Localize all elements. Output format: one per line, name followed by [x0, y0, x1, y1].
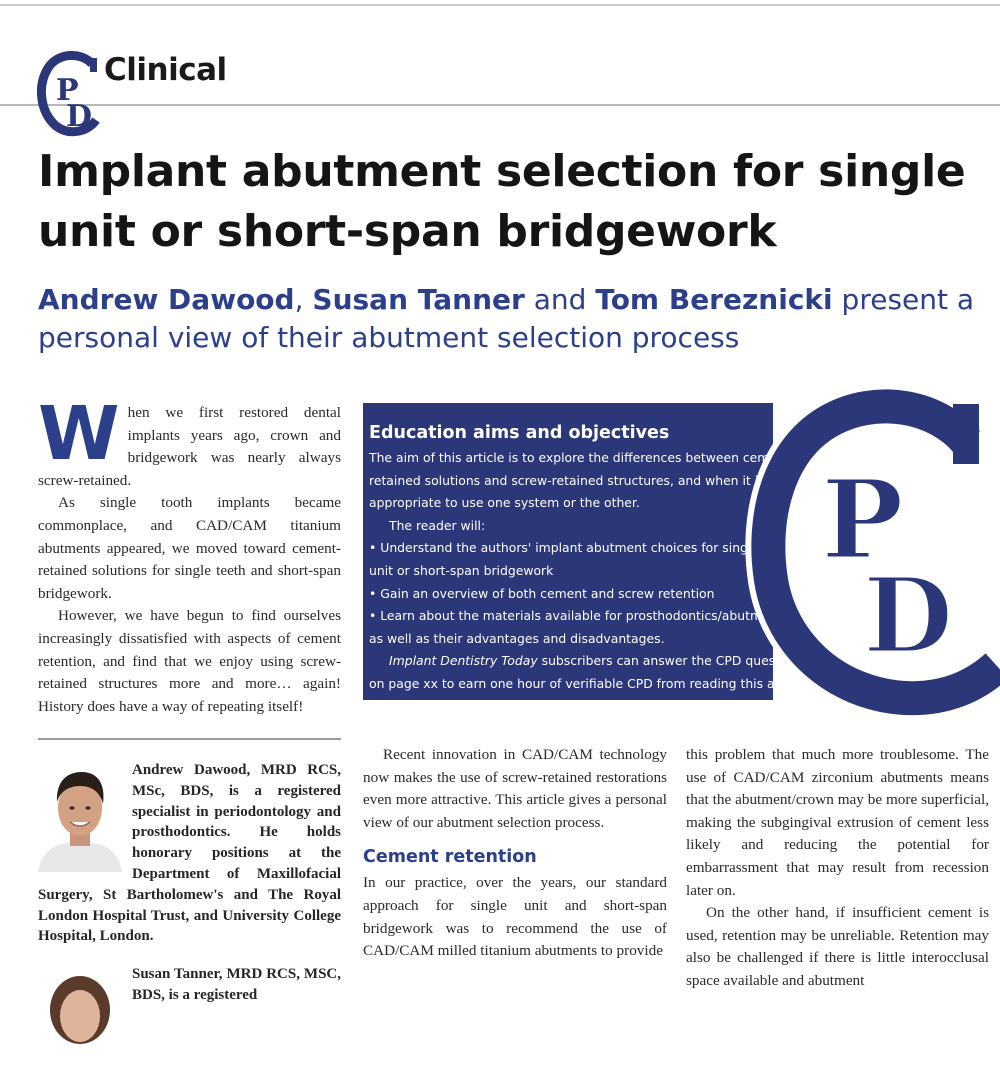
subtitle-text: personal view of their abutment selection process — [38, 321, 740, 354]
section-heading: Cement retention — [363, 847, 537, 868]
svg-text:D: D — [66, 99, 93, 134]
body-paragraph: On the other hand, if insufficient cement is used, retention may be unreliable. Retention may also be challenged if there is little interocclusal space available and abutment — [686, 904, 989, 989]
education-bullet: • Gain an overview of both cement and screw retention — [369, 585, 715, 601]
education-line: retained solutions and screw-retained structures, and when it is most — [369, 472, 800, 488]
body-paragraph: In our practice, over the years, our standard approach for single unit and short-span bridgework was to recommend the use of CAD/CAM milled titanium abutments to provide — [363, 874, 667, 960]
intro-paragraph: However, we have begun to find ourselves increasingly dissatisfied with aspects of cement retention, and find that we enjoy using screw-retained structures more and more… again! History does have a way of repeating itself! — [38, 607, 341, 715]
article-title: Implant abutment selection for single unit or short-span bridgework — [38, 146, 966, 257]
cpd-logo-large-icon — [735, 390, 1000, 710]
bio-text: Susan Tanner, MRD RCS, MSC, BDS, is a registered — [132, 966, 341, 1003]
bio-text: Andrew Dawood, MRD RCS, MSc, BDS, is a registered specialist in periodontology and prosthodontics. He holds honorary positions at the Department of Maxillofacial Surgery, St Bartholomew's and The Royal London Hospital Trust, and University College Hospital, London. — [38, 762, 341, 945]
education-line: appropriate to use one system or the other. — [369, 495, 640, 511]
author-name: Susan Tanner — [312, 283, 525, 316]
education-bullet: • Learn about the materials available for prosthodontics/abutments, — [369, 608, 793, 624]
article-subtitle: Andrew Dawood, Susan Tanner and Tom Bereznicki present a personal view of their abutment selection process — [38, 283, 975, 354]
body-column-3 — [686, 744, 989, 993]
body-paragraph: Recent innovation in CAD/CAM technology now makes the use of screw-retained restorations even more attractive. This article gives a personal view of our abutment selection process. — [363, 746, 667, 831]
body-paragraph: this problem that much more troublesome. The use of CAD/CAM zirconium abutments means that the abutment/crown may be more superficial, making the subgingival extrusion of cement less likely and reducing the potential for embarrassment that may result from recession later on. — [686, 746, 989, 899]
author-bio — [38, 964, 341, 1080]
education-cpd-line — [369, 650, 806, 673]
publication-name: Implant Dentistry Today — [389, 653, 538, 669]
intro-paragraph: hen we first restored dental implants years ago, crown and bridgework was nearly always screw-retained. — [38, 404, 341, 489]
education-cpd-text: subscribers can answer the CPD questions — [537, 653, 806, 669]
body-column-2 — [363, 744, 667, 963]
top-rule — [0, 4, 1000, 6]
education-line: The aim of this article is to explore the differences between cement- — [369, 450, 795, 465]
education-line: The reader will: — [389, 517, 486, 533]
education-line: as well as their advantages and disadvantages. — [369, 630, 665, 646]
column-divider — [38, 738, 341, 740]
intro-paragraph: As single tooth implants became commonplace, and CAD/CAM titanium abutments appeared, we moved toward cement-retained solutions for single teeth and short-span bridgework. — [38, 494, 341, 602]
author-photo — [38, 966, 122, 1076]
intro-column — [38, 391, 341, 718]
author-bio — [38, 760, 341, 947]
education-box-title: Education aims and objectives — [369, 423, 670, 443]
author-photo — [38, 762, 122, 872]
section-label: Clinical — [104, 52, 227, 88]
author-name: Tom Bereznicki — [595, 283, 833, 316]
svg-text:P: P — [56, 73, 79, 108]
subtitle-connector: and — [533, 283, 587, 316]
drop-cap: W — [38, 391, 120, 477]
education-cpd-line: on page xx to earn one hour of verifiable CPD from reading this article. — [369, 675, 810, 691]
education-bullet: • Understand the authors' implant abutment choices for single — [369, 540, 759, 556]
author-name: Andrew Dawood — [38, 283, 295, 316]
education-aims-box — [363, 403, 810, 700]
svg-text:P: P — [821, 455, 904, 584]
section-rule — [0, 104, 1000, 106]
subtitle-text: present a — [841, 283, 975, 316]
cpd-logo-icon — [36, 50, 102, 134]
education-line: unit or short-span bridgework — [369, 562, 554, 578]
svg-text:D: D — [863, 554, 954, 677]
